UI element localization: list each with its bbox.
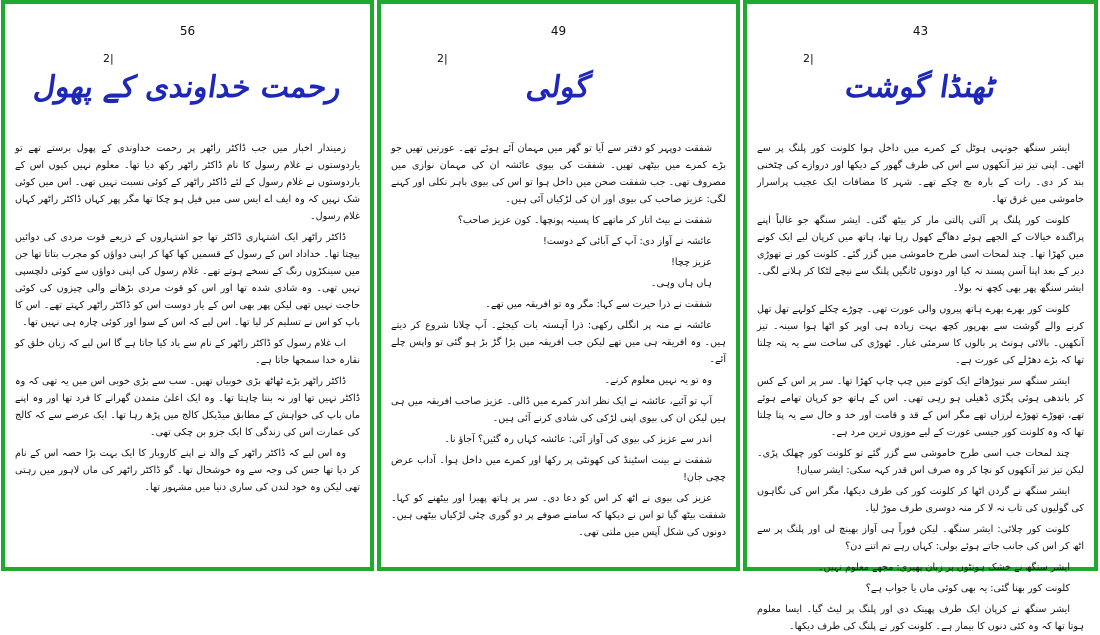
paragraph: ایشر سنگھ نے گردن اٹھا کر کلونت کور کی طرف دیکھا، مگر اس کی نگاہوں کی گولیوں کی تاب نہ لا کر منہ دوسری طرف موڑ لیا۔ xyxy=(757,486,1084,514)
paragraph: عزیز چچا! xyxy=(671,257,712,268)
paragraph: عائشہ نے آواز دی: آپ کے آبائی کے دوست! xyxy=(542,236,712,247)
paragraph: ایشر سنگھ نے کرپان ایک طرف پھینک دی اور پلنگ پر لیٹ گیا۔ ایسا معلوم ہوتا تھا کہ وہ کئی دنوں کا بیمار ہے۔ کلونت کور نے پلنگ کی طرف دیکھا۔ xyxy=(757,604,1084,632)
paragraph: ڈاکٹر راٹھر بڑے ٹھاٹھ بڑی خوبیاں تھیں۔ سب سے بڑی خوبی اس میں یہ تھی کہ وہ ڈاکٹر نہیں تھا اور نہ بننا چاہتا تھا۔ وہ ایک اعلیٰ متمدن گھرانے کا فرد تھا اور وہ اپنے ماں باپ کی خواہش کے مطابق میڈیکل کالج میں پڑھ رہا تھا۔ ایک عرصے سے کہ کالج کی عمارت اس کی زندگی کا ایک جزو بن چکی تھی۔ xyxy=(15,376,360,438)
page-number: 56 xyxy=(179,24,196,38)
page-number: 49 xyxy=(550,24,567,38)
paragraph: کلونت کور بھنا گئی: یہ بھی کوئی ماں یا جواب ہے؟ xyxy=(865,583,1070,594)
book-page-goli xyxy=(377,0,740,571)
paragraph: ایشر سنگھ نے خشک ہونٹوں پر زبان پھیری: مجھے معلوم نہیں۔ xyxy=(817,562,1070,573)
paragraph: ڈاکٹر راٹھر ایک اشتہاری ڈاکٹر تھا جو اشتہاروں کے ذریعے قوت مردی کی دوائیں بیچتا تھا۔ خداداد اس کے رسول کے قسمیں کھا کھا کر اپنی دواؤں کو مجرب بتاتا تھا جن میں سینکڑوں رنگ کے نسخے ہوتے تھے۔ غلام رسول کی اپنی دواؤں سے کوئی دلچسپی نہیں تھی۔ وہ شادی شدہ تھا اور اس کو قوت مردی بڑھانے والی چیزوں کی کوئی حاجت نہیں تھی لیکن پھر بھی اس کے یار دوست اس کو ڈاکٹر راٹھر کہتے تھے۔ اس کا باپ کو اس نے تسلیم کر لیا تھا۔ اس لیے کہ اس کے سوا اور کوئی چارہ ہی نہیں تھا۔ xyxy=(15,232,360,328)
paragraph: وہ اس لیے کہ ڈاکٹر راٹھر کے والد نے اپنے کاروبار کا ایک بہت بڑا حصہ اس کے نام کر دیا تھا جس کی وجہ سے وہ خوشحال تھا۔ گو ڈاکٹر راٹھر کی ماں لاہور میں رہتی تھی لیکن وہ خود لندن کی ساری دنیا میں مشہور تھا۔ xyxy=(15,448,360,493)
paragraph: کلونت کور بھرے بھرے ہاتھ پیروں والی عورت تھی۔ چوڑے چکلے کولہے تھل تھل کرنے والے گوشت سے بھرپور کچھ بہت زیادہ ہی اوپر کو اٹھا ہوا سینہ۔ تیز آنکھیں۔ بالائی ہونٹ پر بالوں کا سرمئی غبار۔ ٹھوڑی کی ساخت سے یہ پتہ چلتا تھا کہ بڑے دھڑلے کی عورت ہے۔ xyxy=(757,304,1084,366)
story-title: رحمت خداوندی کے پھول xyxy=(31,70,344,105)
page-marker: 2| xyxy=(103,52,114,65)
story-title: ٹھنڈا گوشت xyxy=(842,70,999,105)
paragraph: عائشہ نے منہ پر انگلی رکھی: ذرا آہستہ بات کیجئے۔ آپ چلانا شروع کر دیتے ہیں۔ وہ افریقہ ہی میں تھے لیکن جب افریقہ میں بڑا گڑ بڑ ہو گئی تو واپس چلے آئے۔ xyxy=(391,320,726,365)
paragraph: ہاں ہاں وہی۔ xyxy=(650,278,712,289)
paragraph: عزیز کی بیوی نے اٹھ کر اس کو دعا دی۔ سر پر ہاتھ پھیرا اور بیٹھنے کو کہا۔ شفقت بیٹھ گیا تو اس نے دیکھا کہ سامنے صوفے پر دو گوری چٹی لڑکیاں بیٹھی ہیں۔ دونوں کی شکل آپس میں ملتی تھی۔ xyxy=(391,493,726,538)
story-title: گولی xyxy=(524,70,593,105)
page-marker: 2| xyxy=(437,52,448,65)
paragraph: کلونت کور پلنگ پر آلتی پالتی مار کر بیٹھ گئی۔ ایشر سنگھ جو غالباً اپنے پراگندہ خیالات کے الجھے ہوئے دھاگے کھول رہا تھا، ہاتھ میں کرپان لیے ایک کونے میں کھڑا تھا۔ چند لمحات اسی طرح خاموشی میں گزر گئے۔ کلونت کور نے تھوڑی دیر کے بعد اپنا آسن پسند نہ کیا اور دونوں ٹانگیں پلنگ سے نیچے لٹکا کر ہلانے لگی۔ ایشر سنگھ پھر بھی کچھ نہ بولا۔ xyxy=(757,215,1084,294)
paragraph: شفقت دوپہر کو دفتر سے آیا تو گھر میں مہمان آئے ہوئے تھے۔ عورتیں تھیں جو بڑے کمرے میں بیٹھی تھیں۔ شفقت کی بیوی عائشہ ان کی مہمان نوازی میں مصروف تھی۔ جب شفقت صحن میں داخل ہوا تو اس کی بیوی باہر نکلی اور کہنے لگی: عزیز صاحب کی بیوی اور ان کی لڑکیاں آئی ہیں۔ xyxy=(391,143,726,205)
paragraph: شفقت نے بینت اسٹینڈ کی کھونٹی پر رکھا اور کمرے میں داخل ہوا۔ آداب عرض چچی جان! xyxy=(391,455,726,483)
paragraph: آپ تو آئیے، عائشہ نے ایک نظر اندر کمرے میں ڈالی۔ عزیز صاحب افریقہ میں ہی ہیں لیکن ان کی بیوی اپنی لڑکی کی شادی کرنے آئی ہیں۔ xyxy=(391,396,726,424)
paragraph: زمیندار اخبار میں جب ڈاکٹر راٹھر پر رحمت خداوندی کے پھول برستے تھے تو یاردوستوں نے غلام رسول کا نام ڈاکٹر راٹھر رکھ دیا تھا۔ معلوم نہیں کیوں اس کے یاردوستوں نے غلام رسول کے لئے ڈاکٹر راٹھر کے کوئی نسبت نہیں تھی۔ اس میں کوئی شک نہیں کہ وہ ایف اے ایس سی میں فیل ہو چکا تھا مگر پھر کہاں ڈاکٹر راٹھر کہاں غلام رسول۔ xyxy=(15,143,360,222)
paragraph: چند لمحات جب اسی طرح خاموشی سے گزر گئے تو کلونت کور چھلک پڑی۔ لیکن تیز تیز آنکھوں کو نچا کر وہ صرف اس قدر کہہ سکی: ایشر سیاں! xyxy=(757,448,1084,476)
paragraph: شفقت نے ذرا حیرت سے کہا: مگر وہ تو افریقہ میں تھے۔ xyxy=(485,299,712,310)
story-body xyxy=(757,140,1084,632)
book-page-rahmat xyxy=(1,0,374,571)
paragraph: ایشر سنگھ جونہی ہوٹل کے کمرے میں داخل ہوا کلونت کور پلنگ پر سے اٹھی۔ اپنی تیز تیز آنکھوں سے اس کی طرف گھور کے دیکھا اور دروازے کی چٹخنی بند کر دی۔ رات کے بارہ بج چکے تھے۔ شہر کا مضافات ایک عجیب پراسرار خاموشی میں غرق تھا۔ xyxy=(757,143,1084,205)
page-marker: 2| xyxy=(803,52,814,65)
paragraph: وہ تو یہ نہیں معلوم کرنے۔ xyxy=(604,375,712,386)
book-page-thanda-gosht xyxy=(743,0,1098,632)
paragraph: اندر سے عزیز کی بیوی کی آواز آئی: عائشہ کہاں رہ گئیں؟ آجاؤ نا۔ xyxy=(444,434,712,445)
paragraph: شفقت نے بیٹ اتار کر ماتھے کا پسینہ پونچھا۔ کون عزیز صاحب؟ xyxy=(457,215,712,226)
story-body xyxy=(391,140,726,561)
paragraph: کلونت کور چلائی: ایشر سنگھ۔ لیکن فوراً ہی آواز بھینچ لی اور پلنگ پر سے اٹھ کر اس کی جانب جاتے ہوئے بولی: کہاں رہے تم اتنے دن؟ xyxy=(757,524,1084,552)
paragraph: اب غلام رسول کو ڈاکٹر راٹھر کے نام سے یاد کیا جاتا ہے گا اس لیے کہ زبان خلق کو نقارہ خدا سمجھا جاتا ہے۔ xyxy=(15,338,360,366)
page-number: 43 xyxy=(912,24,929,38)
story-body xyxy=(15,140,360,561)
paragraph: ایشر سنگھ سر نیوڑھائے ایک کونے میں چپ چاپ کھڑا تھا۔ سر پر اس کے کس کر باندھی ہوئی پگڑی ڈھیلی ہو رہی تھی۔ اس کے ہاتھ جو کرپان تھامے ہوئے تھے، تھوڑے تھوڑے لرزاں تھے مگر اس کے قد و قامت اور خد و خال سے یہ پتا چلتا تھا کہ وہ کلونت کور جیسی عورت کے لیے موزوں ترین مرد ہے۔ xyxy=(757,376,1084,438)
